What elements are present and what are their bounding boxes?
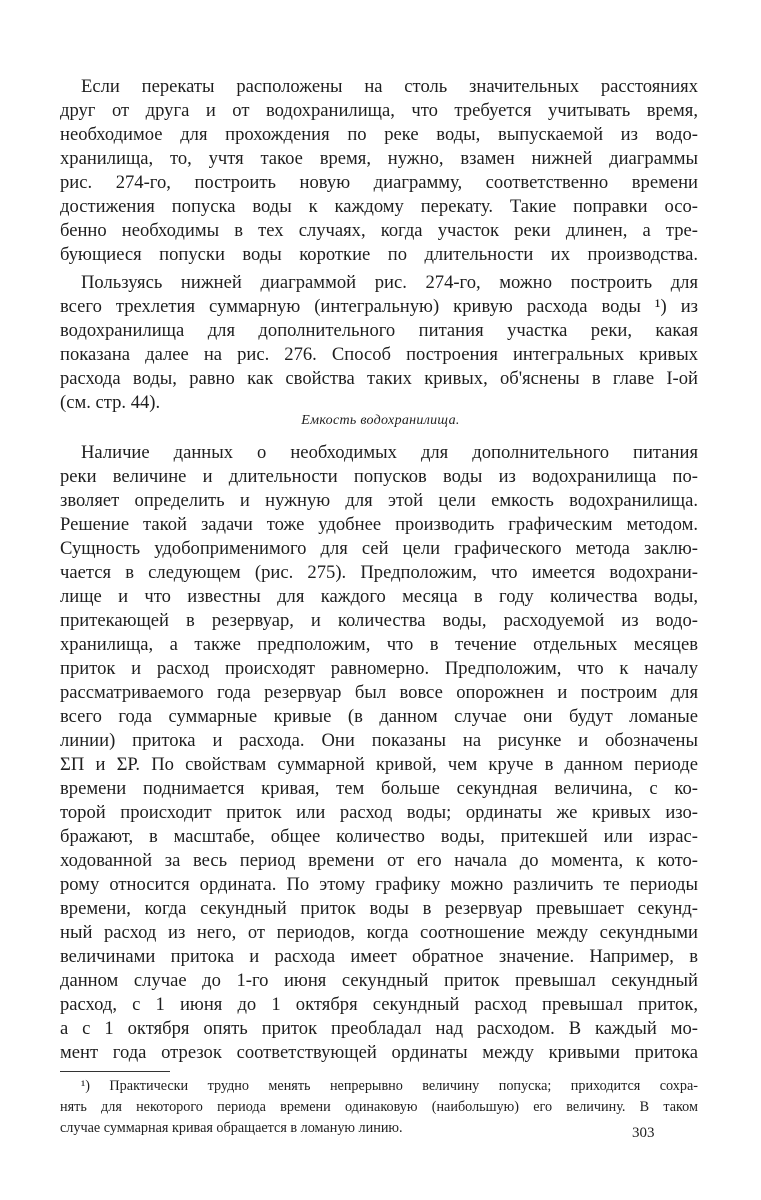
text-line: бующиеся попуски воды короткие по длительности их производства. xyxy=(60,244,698,265)
text-line: рассматриваемого года резервуар был вовсе опорожнен и построим для xyxy=(60,682,698,703)
text-line: линии) притока и расхода. Они показаны на рисунке и обозначены xyxy=(60,730,698,751)
text-line: торой происходит приток или расход воды; ординаты же кривых изо- xyxy=(60,802,698,823)
text-line: мент года отрезок соответствующей ординаты между кривыми притока xyxy=(60,1042,698,1063)
footnote-divider xyxy=(60,1071,170,1072)
text-line: а с 1 октября опять приток преобладал над расходом. В каждый мо- xyxy=(60,1018,698,1039)
text-line: расход, с 1 июня до 1 октября секундный расход превышал приток, xyxy=(60,994,698,1015)
text-line: ный расход из него, от периодов, когда соотношение между секундными xyxy=(60,922,698,943)
text-line: величинами притока и расхода имеет обратное значение. Например, в xyxy=(60,946,698,967)
text-line: водохранилища для дополнительного питания участка реки, какая xyxy=(60,320,698,341)
text-line: друг от друга и от водохранилища, что требуется учитывать время, xyxy=(60,100,698,121)
text-line: хранилища, а также предположим, что в течение отдельных месяцев xyxy=(60,634,698,655)
text-line: приток и расход происходят равномерно. Предположим, что к началу xyxy=(60,658,698,679)
text-line: лище и что известны для каждого месяца в году количества воды, xyxy=(60,586,698,607)
text-line: Сущность удобоприменимого для сей цели графического метода заклю- xyxy=(60,538,698,559)
text-line: Наличие данных о необходимых для дополнительного питания xyxy=(81,442,698,463)
page-number: 303 xyxy=(632,1125,655,1141)
text-line: необходимое для прохождения по реке воды, выпускаемой из водо- xyxy=(60,124,698,145)
text-line: Если перекаты расположены на столь значительных расстояниях xyxy=(81,76,698,97)
text-line: показана далее на рис. 276. Способ построения интегральных кривых xyxy=(60,344,698,365)
text-line: ходованной за весь период времени от его начала до момента, к кото- xyxy=(60,850,698,871)
text-line: времени, когда секундный приток воды в резервуар превышает секунд- xyxy=(60,898,698,919)
text-line: бенно необходимы в тех случаях, когда участок реки длинен, а тре- xyxy=(60,220,698,241)
text-line: реки величине и длительности попусков воды из водохранилища по- xyxy=(60,466,698,487)
text-line: времени поднимается кривая, тем больше секундная величина, с ко- xyxy=(60,778,698,799)
text-line: притекающей в резервуар, и количества воды, расходуемой из водо- xyxy=(60,610,698,631)
text-line: бражают, в масштабе, общее количество воды, притекшей или израс- xyxy=(60,826,698,847)
text-line: чается в следующем (рис. 275). Предположим, что имеется водохрани- xyxy=(60,562,698,583)
text-line: (см. стр. 44). xyxy=(60,392,161,413)
footnote-line: нять для некоторого периода времени одинаковую (наибольшую) его величину. В таком xyxy=(60,1099,698,1115)
text-line: достижения попуска воды к каждому перекату. Такие поправки осо- xyxy=(60,196,698,217)
text-line: Решение такой задачи тоже удобнее производить графическим методом. xyxy=(60,514,698,535)
footnote-line: случае суммарная кривая обращается в ломаную линию. xyxy=(60,1120,403,1136)
text-line: всего трехлетия суммарную (интегральную) кривую расхода воды ¹) из xyxy=(60,296,698,317)
footnote-line: ¹) Практически трудно менять непрерывно величину попуска; приходится сохра- xyxy=(81,1078,698,1094)
section-heading: Емкость водохранилища. xyxy=(301,413,460,428)
text-line: всего года суммарные кривые (в данном случае они будут ломаные xyxy=(60,706,698,727)
text-line: хранилища, то, учтя такое время, нужно, взамен нижней диаграммы xyxy=(60,148,698,169)
text-line: ΣП и ΣР. По свойствам суммарной кривой, чем круче в данном периоде xyxy=(60,754,698,775)
text-line: зволяет определить и нужную для этой цели емкость водохранилища. xyxy=(60,490,698,511)
text-line: рому относится ордината. По этому графику можно различить те периоды xyxy=(60,874,698,895)
text-line: расхода воды, равно как свойства таких кривых, об'яснены в главе I-ой xyxy=(60,368,698,389)
text-line: рис. 274-го, построить новую диаграмму, соответственно времени xyxy=(60,172,698,193)
text-line: данном случае до 1-го июня секундный приток превышал секундный xyxy=(60,970,698,991)
text-line: Пользуясь нижней диаграммой рис. 274-го, можно построить для xyxy=(81,272,698,293)
